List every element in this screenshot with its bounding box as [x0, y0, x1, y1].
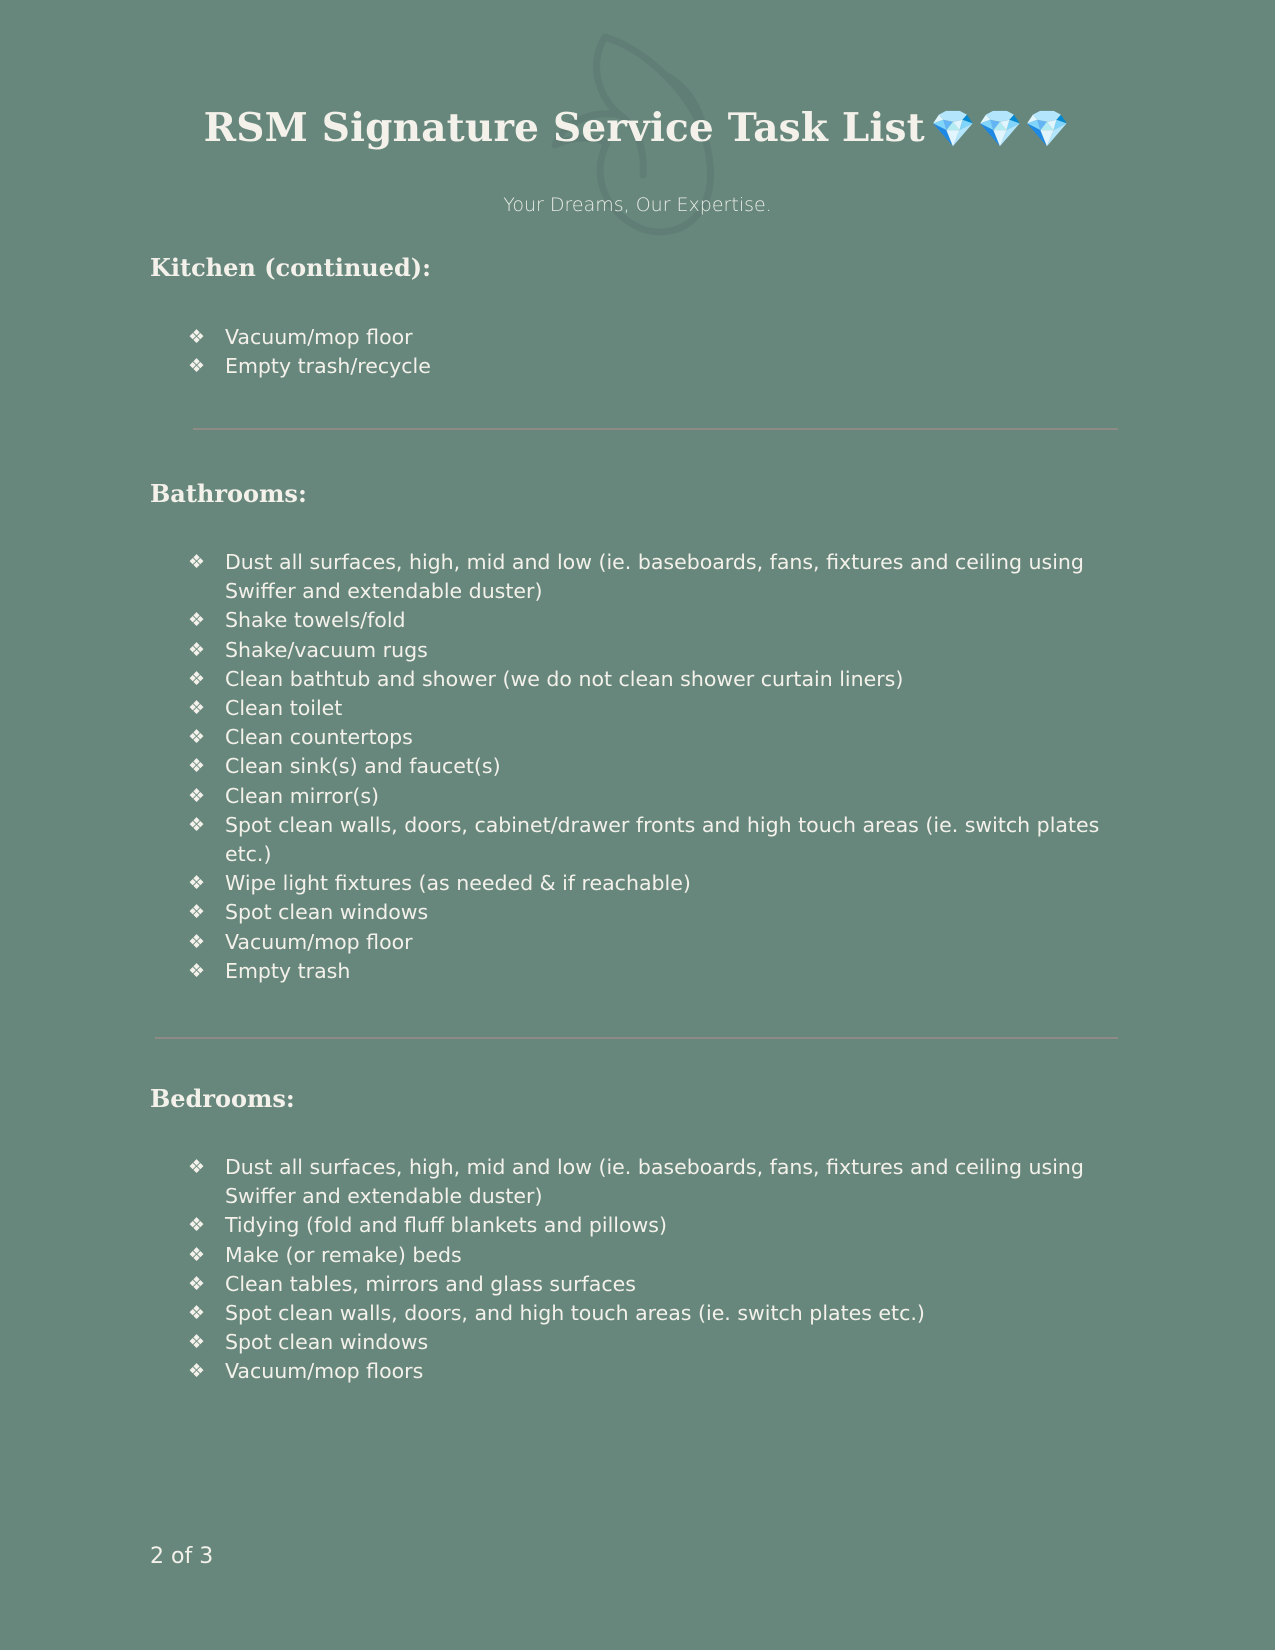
section-heading-bathrooms: Bathrooms:: [150, 479, 307, 508]
list-item: [188, 1299, 1108, 1328]
task-text: Empty trash: [225, 958, 351, 983]
bullet-icon: ❖: [188, 1331, 206, 1354]
task-text: Empty trash/recycle: [225, 354, 431, 379]
list-item: [188, 1328, 1108, 1357]
title-text: RSM Signature Service Task List: [203, 105, 925, 151]
bullet-icon: ❖: [188, 1272, 206, 1295]
task-list-bedrooms: [188, 1153, 1108, 1387]
list-item: [188, 928, 1108, 957]
list-item: [188, 1241, 1108, 1270]
task-text: Tidying (fold and fluff blankets and pillows): [225, 1213, 667, 1238]
bullet-icon: ❖: [188, 355, 206, 378]
list-item: [188, 1270, 1108, 1299]
task-list-kitchen: [188, 323, 1108, 381]
task-text: Vacuum/mop floors: [225, 1359, 424, 1384]
page-title: [0, 105, 1275, 151]
bullet-icon: ❖: [188, 901, 206, 924]
task-text: Make (or remake) beds: [225, 1242, 462, 1267]
list-item: [188, 606, 1108, 635]
bullet-icon: ❖: [188, 326, 206, 348]
list-item: [188, 782, 1108, 811]
task-text: Dust all surfaces, high, mid and low (ie. baseboards, fans, fixtures and ceiling using Swiffer and extendable duster): [225, 550, 1084, 604]
bullet-icon: ❖: [188, 1214, 206, 1237]
section-heading-kitchen: Kitchen (continued):: [150, 253, 431, 282]
list-item: [188, 1357, 1108, 1386]
bullet-icon: ❖: [188, 697, 206, 720]
bullet-icon: ❖: [188, 813, 206, 836]
task-text: Vacuum/mop floor: [225, 325, 413, 349]
task-text: Vacuum/mop floor: [225, 929, 413, 954]
bullet-icon: ❖: [188, 551, 206, 573]
task-text: Spot clean walls, doors, and high touch areas (ie. switch plates etc.): [225, 1301, 925, 1326]
list-item: [188, 694, 1108, 723]
list-item: [188, 548, 1108, 606]
task-list-bathrooms: [188, 548, 1108, 986]
list-item: [188, 665, 1108, 694]
bullet-icon: ❖: [188, 959, 206, 982]
list-item: [188, 323, 1108, 352]
bullet-icon: ❖: [188, 609, 206, 632]
list-item: [188, 957, 1108, 986]
section-heading-bedrooms: Bedrooms:: [150, 1084, 295, 1113]
tagline: Your Dreams, Our Expertise.: [503, 194, 772, 216]
list-item: [188, 1211, 1108, 1240]
task-text: Clean countertops: [225, 725, 413, 750]
list-item: [188, 869, 1108, 898]
bullet-icon: ❖: [188, 784, 206, 807]
bullet-icon: ❖: [188, 872, 206, 895]
list-item: [188, 723, 1108, 752]
bullet-icon: ❖: [188, 667, 206, 690]
bullet-icon: ❖: [188, 1243, 206, 1266]
bullet-icon: ❖: [188, 930, 206, 953]
list-item: [188, 898, 1108, 927]
bullet-icon: ❖: [188, 1360, 206, 1383]
task-text: Clean mirror(s): [225, 783, 380, 808]
list-item: [188, 811, 1108, 869]
bullet-icon: ❖: [188, 1302, 206, 1325]
bullet-icon: ❖: [188, 726, 206, 749]
task-text: Shake towels/fold: [225, 608, 406, 633]
bullet-icon: ❖: [188, 1156, 206, 1178]
diamond-icon: 💎💎💎: [930, 108, 1072, 150]
task-text: Spot clean windows: [225, 1330, 429, 1355]
task-text: Clean toilet: [225, 696, 343, 721]
list-item: [188, 352, 1108, 381]
section-divider: [155, 1037, 1118, 1039]
task-text: Clean tables, mirrors and glass surfaces: [225, 1271, 636, 1296]
bullet-icon: ❖: [188, 638, 206, 661]
task-text: Spot clean windows: [225, 900, 429, 925]
page-number: 2 of 3: [150, 1544, 214, 1569]
task-text: Clean bathtub and shower (we do not clean shower curtain liners): [225, 666, 904, 691]
task-text: Clean sink(s) and faucet(s): [225, 754, 501, 779]
task-text: Spot clean walls, doors, cabinet/drawer fronts and high touch areas (ie. switch plates etc.): [225, 812, 1100, 867]
task-text: Wipe light fixtures (as needed & if reachable): [225, 871, 691, 896]
task-text: Dust all surfaces, high, mid and low (ie. baseboards, fans, fixtures and ceiling using Swiffer and extendable duster): [225, 1155, 1084, 1209]
bullet-icon: ❖: [188, 755, 206, 778]
list-item: [188, 1153, 1108, 1211]
list-item: [188, 636, 1108, 665]
list-item: [188, 752, 1108, 781]
section-divider: [193, 428, 1118, 430]
task-text: Shake/vacuum rugs: [225, 637, 428, 662]
